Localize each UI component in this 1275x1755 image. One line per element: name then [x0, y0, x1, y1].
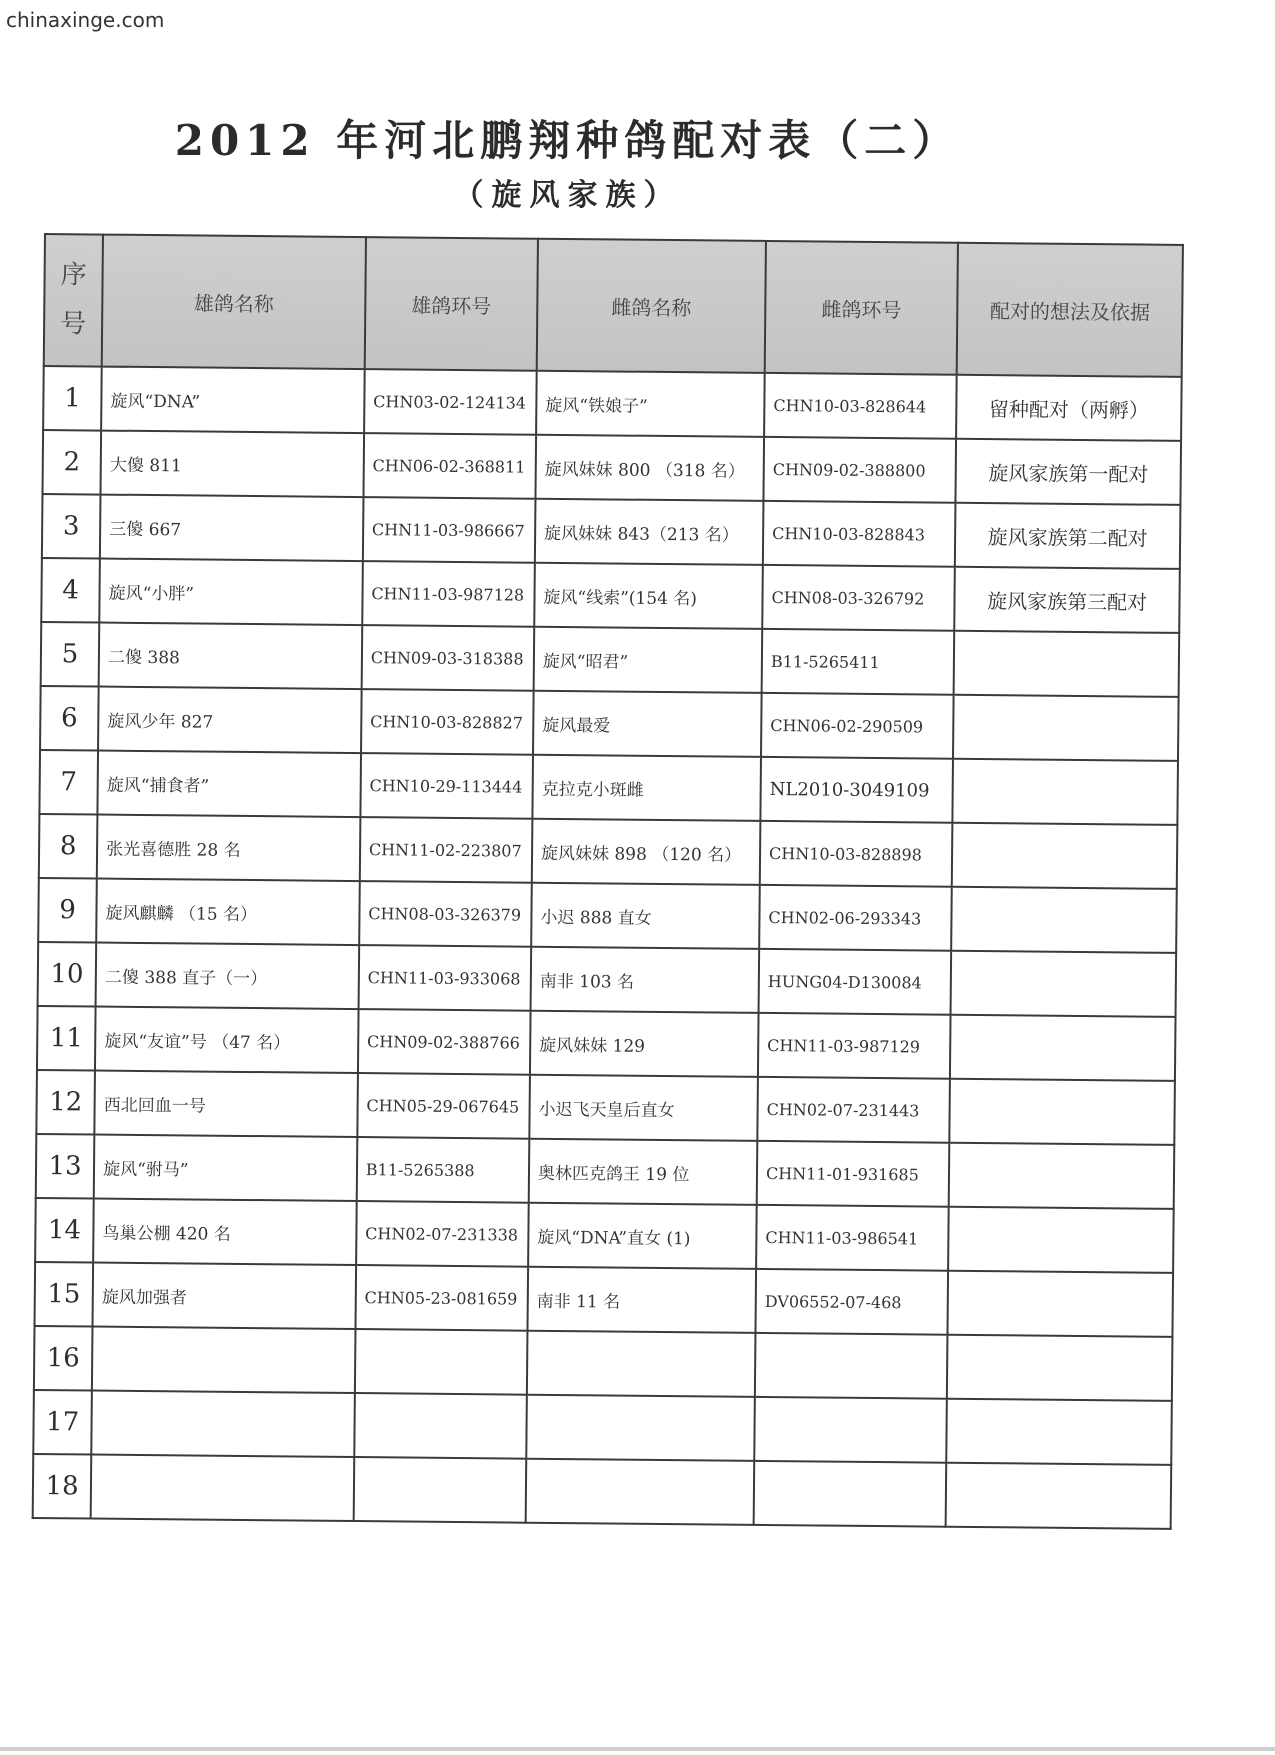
male-name-cell: 大傻 811: [101, 431, 364, 498]
male-ring-cell: CHN02-07-231338: [356, 1201, 529, 1267]
male-name-cell: [92, 1327, 355, 1394]
male-name-cell: 旋风“DNA”: [101, 367, 364, 434]
row-number: 8: [39, 814, 98, 879]
scan-edge-divider: [0, 1747, 1275, 1751]
row-number: 9: [38, 878, 97, 943]
male-name-cell: [91, 1391, 354, 1458]
female-ring-cell: CHN10-03-828644: [764, 373, 957, 439]
header-female-ring: 雌鸽环号: [765, 241, 959, 375]
page-title: 2012 年河北鹏翔种鸽配对表（二）: [174, 116, 961, 165]
table-row: [37, 1006, 1176, 1081]
table-row: [38, 942, 1177, 1017]
pairing-table: [32, 233, 1184, 1530]
row-number: 14: [35, 1198, 94, 1263]
idea-cell: [948, 1271, 1173, 1337]
male-ring-cell: CHN05-29-067645: [357, 1073, 530, 1139]
idea-cell: [953, 759, 1178, 825]
row-number: 5: [41, 622, 100, 687]
row-number: 7: [39, 750, 98, 815]
male-ring-cell: B11-5265388: [357, 1137, 530, 1203]
male-ring-cell: [353, 1457, 526, 1523]
male-name-cell: 旋风“捕食者”: [98, 751, 361, 818]
row-number: 3: [42, 494, 101, 559]
male-name-cell: 旋风加强者: [93, 1263, 356, 1330]
table-row: [39, 814, 1178, 889]
female-name-cell: 奥林匹克鸽王 19 位: [529, 1139, 758, 1205]
female-ring-cell: B11-5265411: [762, 629, 955, 695]
table-row: [34, 1326, 1173, 1401]
male-ring-cell: CHN03-02-124134: [364, 369, 537, 435]
row-number: 13: [36, 1134, 95, 1199]
row-number: 11: [37, 1006, 96, 1071]
female-ring-cell: CHN09-02-388800: [763, 437, 956, 503]
female-name-cell: 南非 11 名: [527, 1267, 756, 1333]
idea-cell: [951, 887, 1176, 953]
female-ring-cell: CHN02-07-231443: [757, 1077, 950, 1143]
female-name-cell: 旋风妹妹 800 （318 名）: [535, 435, 764, 501]
header-male-name: 雄鸽名称: [102, 235, 366, 370]
table-body: [33, 366, 1182, 1529]
male-ring-cell: CHN09-02-388766: [358, 1009, 531, 1075]
female-name-cell: 南非 103 名: [531, 947, 760, 1013]
male-name-cell: 西北回血一号: [94, 1071, 357, 1138]
table-row: [39, 750, 1178, 825]
header-male-ring: 雄鸽环号: [365, 237, 538, 371]
male-ring-cell: CHN11-02-223807: [360, 817, 533, 883]
table-row: [33, 1390, 1172, 1465]
header-seq-bottom: 号: [60, 309, 87, 340]
female-name-cell: 旋风妹妹 898 （120 名）: [532, 819, 761, 885]
female-ring-cell: CHN11-03-987129: [758, 1013, 951, 1079]
male-ring-cell: CHN11-03-987128: [362, 561, 535, 627]
table-row: [41, 622, 1180, 697]
male-name-cell: 旋风少年 827: [98, 687, 361, 754]
male-name-cell: 张光喜德胜 28 名: [97, 815, 360, 882]
table-row: [42, 494, 1181, 569]
idea-cell: [947, 1399, 1172, 1465]
table-row: [42, 430, 1181, 505]
female-ring-cell: CHN02-06-293343: [759, 885, 952, 951]
row-number: 17: [33, 1390, 92, 1455]
male-ring-cell: [354, 1393, 527, 1459]
table-row: [35, 1198, 1174, 1273]
male-ring-cell: [355, 1329, 528, 1395]
male-name-cell: 旋风“驸马”: [94, 1135, 357, 1202]
female-ring-cell: CHN10-03-828843: [763, 501, 956, 567]
row-number: 12: [36, 1070, 95, 1135]
idea-cell: 留种配对（两孵）: [956, 375, 1181, 441]
row-number: 16: [34, 1326, 93, 1391]
male-name-cell: 二傻 388 直子（一）: [96, 943, 359, 1010]
header-female-name: 雌鸽名称: [537, 239, 766, 373]
male-ring-cell: CHN08-03-326379: [359, 881, 532, 947]
idea-cell: [948, 1207, 1173, 1273]
idea-cell: [950, 1079, 1175, 1145]
male-name-cell: 旋风“友谊”号 （47 名）: [95, 1007, 358, 1074]
female-ring-cell: CHN10-03-828898: [760, 821, 953, 887]
row-number: 10: [38, 942, 97, 1007]
row-number: 15: [35, 1262, 94, 1327]
table-row: [41, 558, 1180, 633]
female-name-cell: 小迟飞天皇后直女: [529, 1075, 758, 1141]
idea-cell: [949, 1143, 1174, 1209]
male-name-cell: 旋风麒麟 （15 名）: [96, 879, 359, 946]
idea-cell: [946, 1463, 1171, 1529]
idea-cell: [952, 823, 1177, 889]
idea-cell: 旋风家族第二配对: [955, 503, 1180, 569]
female-ring-cell: [754, 1461, 947, 1527]
female-name-cell: 旋风“铁娘子”: [536, 371, 765, 437]
female-name-cell: [527, 1331, 756, 1397]
male-name-cell: 三傻 667: [100, 495, 363, 562]
female-ring-cell: CHN06-02-290509: [761, 693, 954, 759]
idea-cell: [947, 1335, 1172, 1401]
male-ring-cell: CHN11-03-986667: [363, 497, 536, 563]
idea-cell: [951, 951, 1176, 1017]
idea-cell: 旋风家族第一配对: [956, 439, 1181, 505]
idea-cell: 旋风家族第三配对: [954, 567, 1179, 633]
female-name-cell: 克拉克小斑雌: [532, 755, 761, 821]
table-row: [38, 878, 1177, 953]
male-name-cell: 二傻 388: [99, 623, 362, 690]
header-seq-top: 序: [60, 259, 87, 291]
female-name-cell: 旋风妹妹 129: [530, 1011, 759, 1077]
female-ring-cell: HUNG04-D130084: [759, 949, 952, 1015]
female-ring-cell: [754, 1397, 947, 1463]
row-number: 18: [33, 1454, 92, 1519]
female-ring-cell: CHN08-03-326792: [762, 565, 955, 631]
male-ring-cell: CHN06-02-368811: [363, 433, 536, 499]
table-row: [43, 366, 1182, 441]
male-ring-cell: CHN11-03-933068: [358, 945, 531, 1011]
male-ring-cell: CHN10-29-113444: [360, 753, 533, 819]
female-ring-cell: [755, 1333, 948, 1399]
table-row: [33, 1454, 1172, 1529]
male-name-cell: 旋风“小胖”: [99, 559, 362, 626]
male-name-cell: [91, 1455, 354, 1522]
page-subtitle: （旋风家族）: [453, 178, 682, 213]
male-name-cell: 鸟巢公棚 420 名: [93, 1199, 356, 1266]
female-name-cell: 旋风最爱: [533, 691, 762, 757]
female-name-cell: [526, 1395, 755, 1461]
row-number: 2: [42, 430, 101, 495]
site-watermark: chinaxinge.com: [6, 8, 165, 32]
female-name-cell: 旋风妹妹 843（213 名）: [535, 499, 764, 565]
female-name-cell: 旋风“线索”(154 名): [534, 563, 763, 629]
male-ring-cell: CHN05-23-081659: [355, 1265, 528, 1331]
idea-cell: [953, 695, 1178, 761]
idea-cell: [950, 1015, 1175, 1081]
female-ring-cell: CHN11-01-931685: [757, 1141, 950, 1207]
female-name-cell: 旋风“DNA”直女 (1): [528, 1203, 757, 1269]
female-name-cell: [526, 1459, 755, 1525]
table-row: [35, 1262, 1174, 1337]
table-row: [40, 686, 1179, 761]
female-name-cell: 小迟 888 直女: [531, 883, 760, 949]
male-ring-cell: CHN09-03-318388: [361, 625, 534, 691]
table-row: [36, 1070, 1175, 1145]
row-number: 1: [43, 366, 102, 431]
male-ring-cell: CHN10-03-828827: [361, 689, 534, 755]
female-ring-cell: DV06552-07-468: [755, 1269, 948, 1335]
row-number: 6: [40, 686, 99, 751]
table-header-row: [44, 234, 1183, 377]
female-ring-cell: CHN11-03-986541: [756, 1205, 949, 1271]
row-number: 4: [41, 558, 100, 623]
header-idea: 配对的想法及依据: [957, 243, 1183, 377]
female-ring-cell: NL2010-3049109: [760, 757, 953, 823]
table-row: [36, 1134, 1175, 1209]
idea-cell: [954, 631, 1179, 697]
female-name-cell: 旋风“昭君”: [534, 627, 763, 693]
header-seq: [44, 234, 103, 367]
